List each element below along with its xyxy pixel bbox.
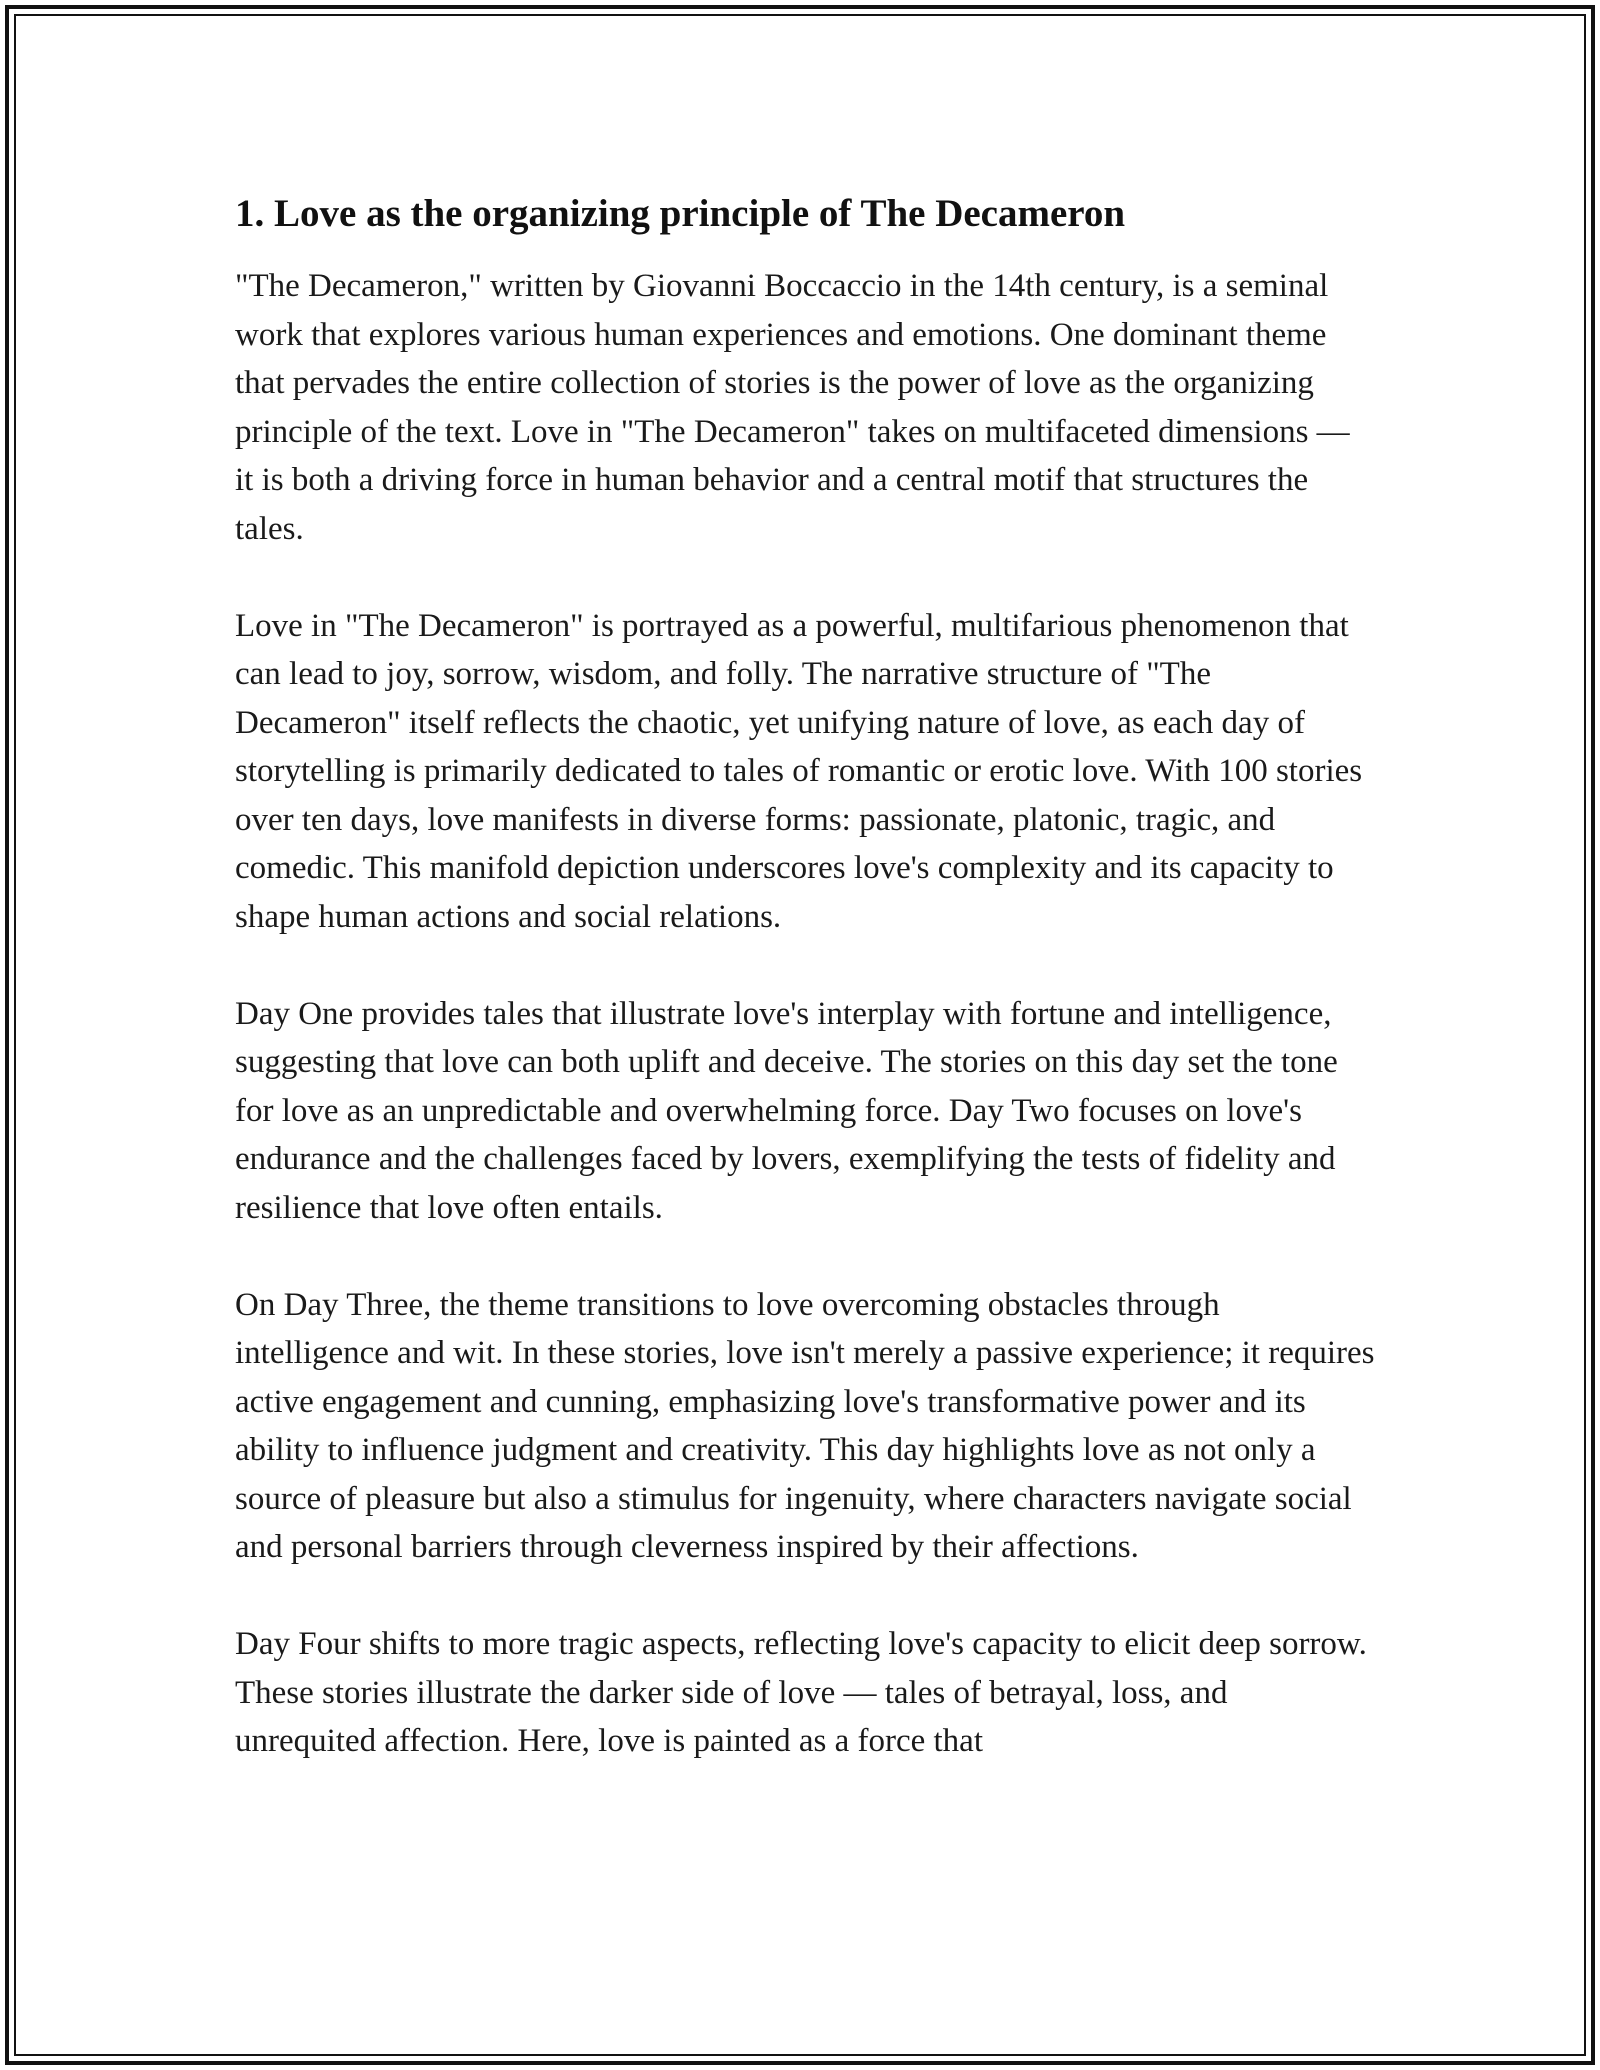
paragraph-day-four: Day Four shifts to more tragic aspects, reflecting love's capacity to elicit deep sorrow. These stories illustrate the darker side of love — tales of betrayal, loss, and unrequited affection. Here, love is painted as a force that <box>235 1626 1367 1759</box>
section-heading: 1. Love as the organizing principle of The Decameron <box>235 192 1126 235</box>
paragraph-love-portrayal: Love in "The Decameron" is portrayed as a powerful, multifarious phenomenon that can lead to joy, sorrow, wisdom, and folly. The narrative structure of "The Decameron" itself reflects the chaotic, yet unifying nature of love, as each day of storytelling is primarily dedicated to tales of romantic or erotic love. With 100 stories over ten days, love manifests in diverse forms: passionate, platonic, tragic, and comedic. This manifold depiction underscores love's complexity and its capacity to shape human actions and social relations. <box>235 607 1363 935</box>
paragraph-intro: "The Decameron," written by Giovanni Boccaccio in the 14th century, is a seminal work that explores various human experiences and emotions. One dominant theme that pervades the entire collection of stories is the power of love as the organizing principle of the text. Love in "The Decameron" takes on multifaceted dimensions — it is both a driving force in human behavior and a central motif that structures the tales. <box>235 268 1350 547</box>
paragraph-day-one-two: Day One provides tales that illustrate love's interplay with fortune and intelligence, suggesting that love can both uplift and deceive. The stories on this day set the tone for love as an unpredictable and overwhelming force. Day Two focuses on love's endurance and the challenges faced by lovers, exemplifying the tests of fidelity and resilience that love often entails. <box>235 995 1338 1226</box>
paragraph-day-three: On Day Three, the theme transitions to love overcoming obstacles through intelligence and wit. In these stories, love isn't merely a passive experience; it requires active engagement and cunning, emphasizing love's transformative power and its ability to influence judgment and creativity. This day highlights love as not only a source of pleasure but also a stimulus for ingenuity, where characters navigate social and personal barriers through cleverness inspired by their affections. <box>235 1286 1375 1565</box>
document-body <box>235 186 1375 1814</box>
